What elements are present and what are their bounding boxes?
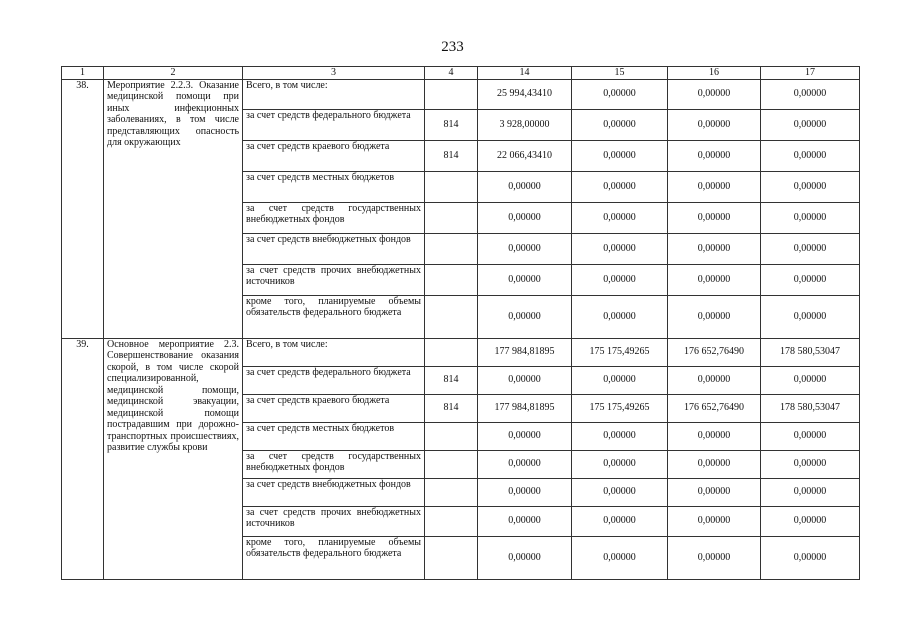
value-col-14: 177 984,81895 (478, 338, 572, 366)
value-col-16: 0,00000 (668, 79, 761, 109)
value-col-14: 3 928,00000 (478, 109, 572, 140)
funding-source: за счет средств краевого бюджета (243, 394, 425, 422)
value-col-17: 0,00000 (761, 450, 860, 478)
budget-code (425, 202, 478, 233)
value-col-17: 0,00000 (761, 536, 860, 579)
activity-description: Основное мероприятие 2.3. Совершенствование оказания скорой, в том числе скорой специализированной, медицинской помощи, медицинской эвакуации, медицинской помощи пострадавшим при дорожно-транспортных происшествиях, развитие службы крови (104, 338, 243, 579)
value-col-14: 0,00000 (478, 295, 572, 338)
value-col-15: 175 175,49265 (572, 394, 668, 422)
budget-code (425, 264, 478, 295)
value-col-16: 0,00000 (668, 478, 761, 506)
value-col-17: 0,00000 (761, 171, 860, 202)
budget-code (425, 171, 478, 202)
value-col-17: 0,00000 (761, 109, 860, 140)
value-col-14: 0,00000 (478, 450, 572, 478)
value-col-16: 0,00000 (668, 140, 761, 171)
funding-source: за счет средств государственных внебюджетных фондов (243, 202, 425, 233)
value-col-17: 0,00000 (761, 295, 860, 338)
budget-code (425, 536, 478, 579)
value-col-15: 0,00000 (572, 233, 668, 264)
header-col-4: 4 (425, 67, 478, 80)
table-row (62, 338, 860, 366)
budget-code: 814 (425, 366, 478, 394)
table-row (62, 79, 860, 109)
budget-code (425, 506, 478, 536)
budget-code (425, 338, 478, 366)
value-col-16: 0,00000 (668, 233, 761, 264)
row-number: 38. (62, 79, 104, 338)
value-col-17: 0,00000 (761, 79, 860, 109)
funding-source: за счет средств местных бюджетов (243, 171, 425, 202)
funding-source: за счет средств местных бюджетов (243, 422, 425, 450)
budget-code (425, 478, 478, 506)
value-col-16: 0,00000 (668, 202, 761, 233)
budget-code (425, 233, 478, 264)
value-col-17: 0,00000 (761, 233, 860, 264)
value-col-17: 178 580,53047 (761, 338, 860, 366)
funding-source: кроме того, планируемые объемы обязательств федерального бюджета (243, 295, 425, 338)
funding-source: за счет средств внебюджетных фондов (243, 233, 425, 264)
funding-source: за счет средств внебюджетных фондов (243, 478, 425, 506)
value-col-16: 0,00000 (668, 450, 761, 478)
value-col-14: 0,00000 (478, 366, 572, 394)
value-col-14: 0,00000 (478, 478, 572, 506)
value-col-15: 0,00000 (572, 140, 668, 171)
value-col-17: 0,00000 (761, 506, 860, 536)
value-col-17: 0,00000 (761, 366, 860, 394)
funding-source: кроме того, планируемые объемы обязательств федерального бюджета (243, 536, 425, 579)
budget-code (425, 79, 478, 109)
header-col-16: 16 (668, 67, 761, 80)
funding-source: Всего, в том числе: (243, 338, 425, 366)
budget-code: 814 (425, 109, 478, 140)
value-col-16: 0,00000 (668, 536, 761, 579)
value-col-17: 0,00000 (761, 478, 860, 506)
header-col-1: 1 (62, 67, 104, 80)
value-col-14: 0,00000 (478, 233, 572, 264)
budget-code (425, 295, 478, 338)
value-col-16: 0,00000 (668, 264, 761, 295)
value-col-14: 0,00000 (478, 506, 572, 536)
header-col-15: 15 (572, 67, 668, 80)
value-col-15: 0,00000 (572, 202, 668, 233)
value-col-15: 0,00000 (572, 366, 668, 394)
value-col-14: 0,00000 (478, 264, 572, 295)
value-col-16: 0,00000 (668, 422, 761, 450)
value-col-17: 0,00000 (761, 422, 860, 450)
budget-code (425, 422, 478, 450)
header-col-3: 3 (243, 67, 425, 80)
value-col-14: 22 066,43410 (478, 140, 572, 171)
header-col-17: 17 (761, 67, 860, 80)
budget-code: 814 (425, 140, 478, 171)
value-col-17: 178 580,53047 (761, 394, 860, 422)
header-col-14: 14 (478, 67, 572, 80)
activity-description: Мероприятие 2.2.3. Оказание медицинской помощи при иных инфекционных заболеваниях, в том числе представляющих опасность для окружающих (104, 79, 243, 338)
value-col-16: 0,00000 (668, 366, 761, 394)
funding-source: Всего, в том числе: (243, 79, 425, 109)
value-col-15: 0,00000 (572, 264, 668, 295)
value-col-16: 0,00000 (668, 109, 761, 140)
value-col-14: 0,00000 (478, 202, 572, 233)
value-col-16: 0,00000 (668, 295, 761, 338)
value-col-14: 0,00000 (478, 422, 572, 450)
value-col-15: 0,00000 (572, 478, 668, 506)
value-col-17: 0,00000 (761, 140, 860, 171)
value-col-15: 0,00000 (572, 109, 668, 140)
header-row (62, 67, 860, 80)
value-col-15: 0,00000 (572, 506, 668, 536)
value-col-15: 175 175,49265 (572, 338, 668, 366)
value-col-16: 0,00000 (668, 171, 761, 202)
budget-table (61, 66, 860, 580)
funding-source: за счет средств федерального бюджета (243, 366, 425, 394)
funding-source: за счет средств краевого бюджета (243, 140, 425, 171)
value-col-14: 177 984,81895 (478, 394, 572, 422)
value-col-15: 0,00000 (572, 450, 668, 478)
budget-code (425, 450, 478, 478)
value-col-15: 0,00000 (572, 79, 668, 109)
budget-code: 814 (425, 394, 478, 422)
page-number: 233 (441, 39, 464, 55)
value-col-14: 0,00000 (478, 536, 572, 579)
value-col-15: 0,00000 (572, 536, 668, 579)
value-col-17: 0,00000 (761, 264, 860, 295)
value-col-16: 176 652,76490 (668, 394, 761, 422)
value-col-15: 0,00000 (572, 171, 668, 202)
value-col-14: 0,00000 (478, 171, 572, 202)
funding-source: за счет средств государственных внебюджетных фондов (243, 450, 425, 478)
value-col-17: 0,00000 (761, 202, 860, 233)
funding-source: за счет средств прочих внебюджетных источников (243, 264, 425, 295)
funding-source: за счет средств прочих внебюджетных источников (243, 506, 425, 536)
value-col-14: 25 994,43410 (478, 79, 572, 109)
value-col-15: 0,00000 (572, 422, 668, 450)
value-col-15: 0,00000 (572, 295, 668, 338)
header-col-2: 2 (104, 67, 243, 80)
value-col-16: 0,00000 (668, 506, 761, 536)
value-col-16: 176 652,76490 (668, 338, 761, 366)
funding-source: за счет средств федерального бюджета (243, 109, 425, 140)
row-number: 39. (62, 338, 104, 579)
